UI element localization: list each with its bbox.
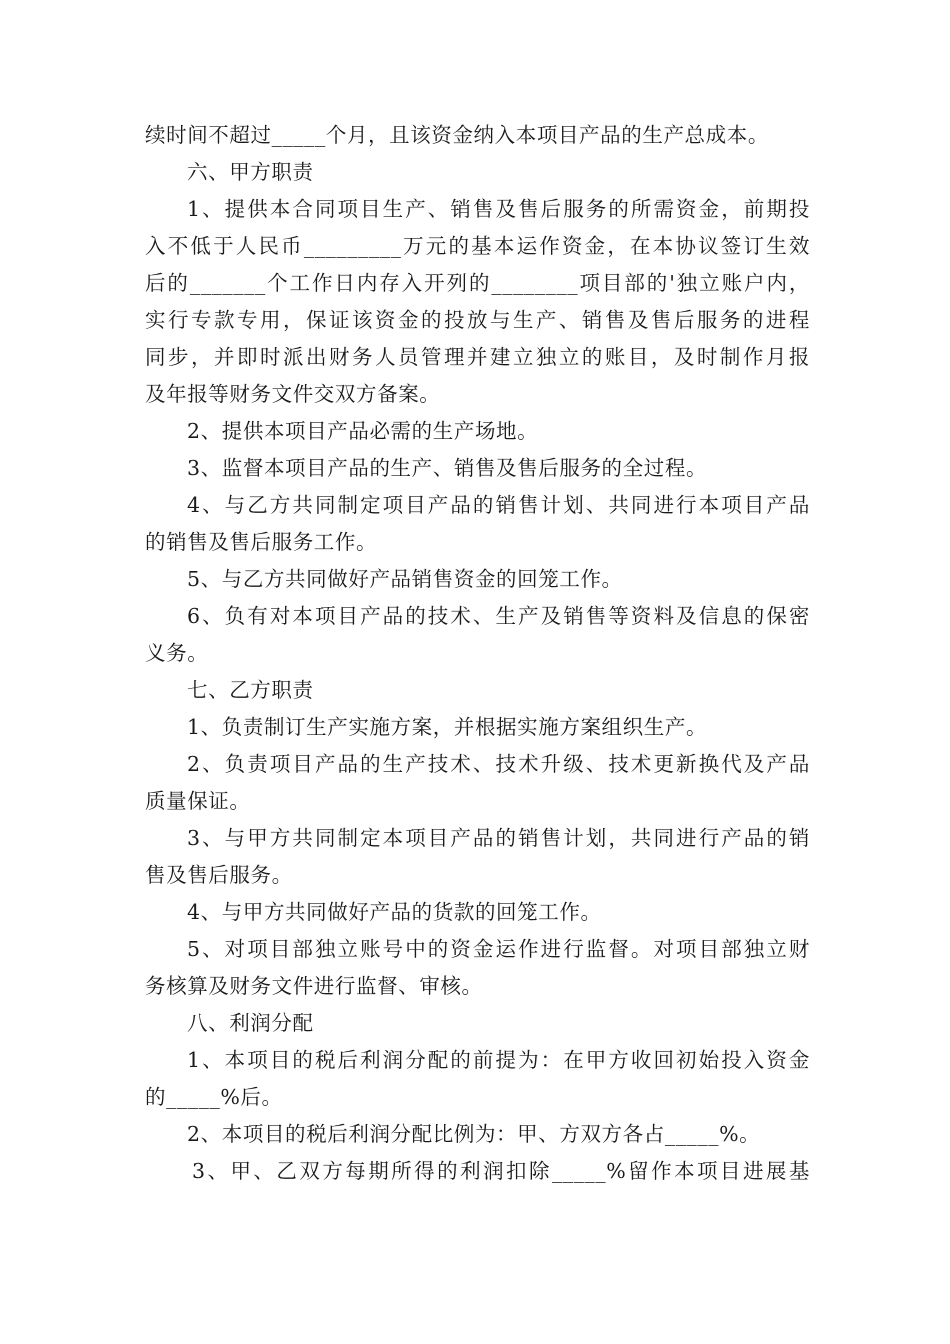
text-line: 4、与甲方共同做好产品的货款的回笼工作。 [187, 900, 602, 924]
text-line: 务核算及财务文件进行监督、审核。 [145, 974, 483, 998]
text-line: 义务。 [145, 641, 209, 665]
text-line: 质量保证。 [145, 789, 251, 813]
text-line: 3、甲、乙双方每期所得的利润扣除_____%留作本项目进展基 [192, 1159, 810, 1183]
text-line: 5、对项目部独立账号中的资金运作进行监督。对项目部独立财 [187, 937, 810, 961]
text-line: 1、负责制订生产实施方案，并根据实施方案组织生产。 [187, 715, 708, 739]
text-line: 续时间不超过_____个月，且该资金纳入本项目产品的生产总成本。 [145, 123, 769, 147]
text-line: 2、本项目的税后利润分配比例为：甲、方双方各占_____%。 [187, 1122, 761, 1146]
text-line: 5、与乙方共同做好产品销售资金的回笼工作。 [187, 567, 623, 591]
text-line: 售及售后服务。 [145, 863, 293, 887]
text-line: 6、负有对本项目产品的技术、生产及销售等资料及信息的保密 [187, 604, 810, 628]
text-line: 3、与甲方共同制定本项目产品的销售计划，共同进行产品的销 [187, 826, 810, 850]
text-line: 2、负责项目产品的生产技术、技术升级、技术更新换代及产品 [187, 752, 810, 776]
section-heading: 七、乙方职责 [187, 678, 314, 702]
text-line: 1、本项目的税后利润分配的前提为：在甲方收回初始投入资金 [187, 1048, 810, 1072]
text-line: 的_____%后。 [145, 1085, 283, 1109]
text-line: 2、提供本项目产品必需的生产场地。 [187, 419, 539, 443]
text-line: 的销售及售后服务工作。 [145, 530, 378, 554]
section-heading: 八、利润分配 [187, 1011, 314, 1035]
text-line: 3、监督本项目产品的生产、销售及售后服务的全过程。 [187, 456, 708, 480]
text-line: 同步，并即时派出财务人员管理并建立独立的账目，及时制作月报 [145, 345, 810, 369]
document-body [145, 117, 810, 1190]
text-line: 入不低于人民币_________万元的基本运作资金，在本协议签订生效 [145, 234, 810, 258]
text-line: 1、提供本合同项目生产、销售及售后服务的所需资金，前期投 [187, 197, 810, 221]
text-line: 实行专款专用，保证该资金的投放与生产、销售及售后服务的进程 [145, 308, 810, 332]
section-heading: 六、甲方职责 [187, 160, 314, 184]
text-line: 后的_______个工作日内存入开列的________项目部的'独立账户内， [145, 271, 810, 295]
text-line: 及年报等财务文件交双方备案。 [145, 382, 441, 406]
text-line: 4、与乙方共同制定项目产品的销售计划、共同进行本项目产品 [187, 493, 810, 517]
